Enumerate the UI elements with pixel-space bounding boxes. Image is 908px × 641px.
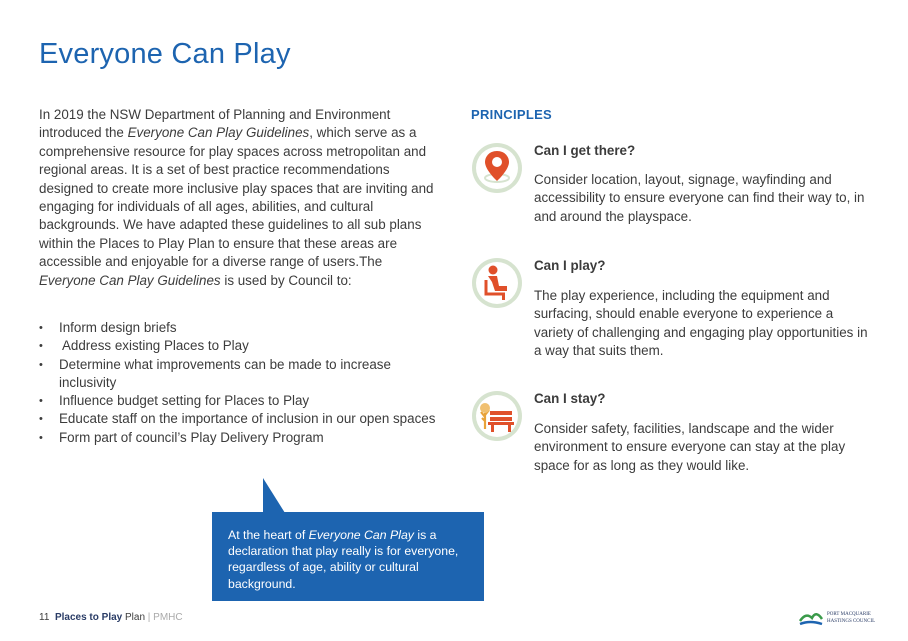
list-item (39, 429, 439, 447)
intro-text-3: is used by Council to: (220, 272, 352, 288)
list-item-text: Educate staff on the importance of inclusion in our open spaces (59, 411, 436, 427)
document-title: Places to Play (54, 612, 123, 623)
list-item-text: Influence budget setting for Places to Play (59, 393, 310, 409)
park-bench-icon (472, 391, 522, 441)
intro-paragraph (39, 106, 437, 290)
list-item-text: Form part of council’s Play Delivery Program (59, 429, 324, 445)
council-logo (798, 606, 878, 633)
list-item (39, 410, 439, 428)
logo-line-1: PORT MACQUARIE (827, 612, 871, 617)
callout-pointer (263, 478, 285, 513)
bullet-icon: • (39, 322, 43, 334)
list-item (39, 392, 439, 410)
callout-emphasis: Everyone Can Play (308, 528, 414, 542)
logo-line-2: HASTINGS COUNCIL (827, 619, 876, 624)
principle-text: Consider safety, facilities, landscape and the wider environment to ensure everyone can stay at the play space for as long as they would like. (534, 421, 846, 473)
intro-text-2: , which serve as a comprehensive resource for play spaces across metropolitan and regional areas. It is a set of best practice recommendations designed to create more inclusive play spaces that are inviting and engaging for individuals of all ages, abilities, and cultural backgrounds. We have adapted these guidelines to all sub plans within the Places to Play Plan to ensure that these areas are accessible and enjoyable for a diverse range of users.The (39, 125, 434, 270)
callout-text-1: At the heart of (228, 528, 309, 542)
bullet-icon: • (39, 431, 43, 444)
uses-list (39, 319, 439, 447)
organisation-abbrev: PMHC (153, 612, 183, 623)
list-item-text: Address existing Places to Play (59, 338, 249, 354)
principle-text: The play experience, including the equipment and surfacing, should enable everyone to experience a variety of challenging and engaging play opportunities in a way that suits them. (534, 288, 868, 358)
intro-guidelines-name: Everyone Can Play Guidelines (127, 125, 310, 141)
list-item-text: Determine what improvements can be made to increase inclusivity (59, 356, 391, 390)
principle-title: Can I play? (534, 258, 606, 273)
bullet-icon: • (39, 395, 43, 408)
page-footer (39, 612, 183, 623)
principle-title: Can I stay? (534, 391, 606, 406)
bullet-icon: • (39, 358, 43, 371)
location-pin-icon (472, 143, 522, 193)
list-item (39, 319, 439, 337)
footer-separator: | (145, 612, 154, 623)
principles-heading: PRINCIPLES (471, 107, 553, 122)
document-title-rest: Plan (122, 612, 146, 623)
page-number: 11 (39, 612, 50, 623)
intro-guidelines-name-2: Everyone Can Play Guidelines (39, 272, 221, 288)
list-item (39, 337, 439, 355)
play-person-icon (472, 258, 522, 308)
page-title: Everyone Can Play (39, 38, 291, 70)
intro-text-1: In 2019 the NSW Department of Planning and Environment introduced the (39, 107, 391, 141)
callout-text-2: is a declaration that play really is for everyone, regardless of age, ability or cultural background. (228, 528, 459, 591)
bullet-icon: • (39, 340, 43, 353)
principle-text: Consider location, layout, signage, wayfinding and accessibility to ensure everyone can find their way to, in and around the playspace. (534, 172, 865, 224)
list-item (39, 356, 439, 393)
list-item-text: Inform design briefs (59, 320, 177, 335)
principle-title: Can I get there? (534, 143, 636, 158)
callout-box (212, 512, 484, 601)
bullet-icon: • (39, 413, 43, 426)
